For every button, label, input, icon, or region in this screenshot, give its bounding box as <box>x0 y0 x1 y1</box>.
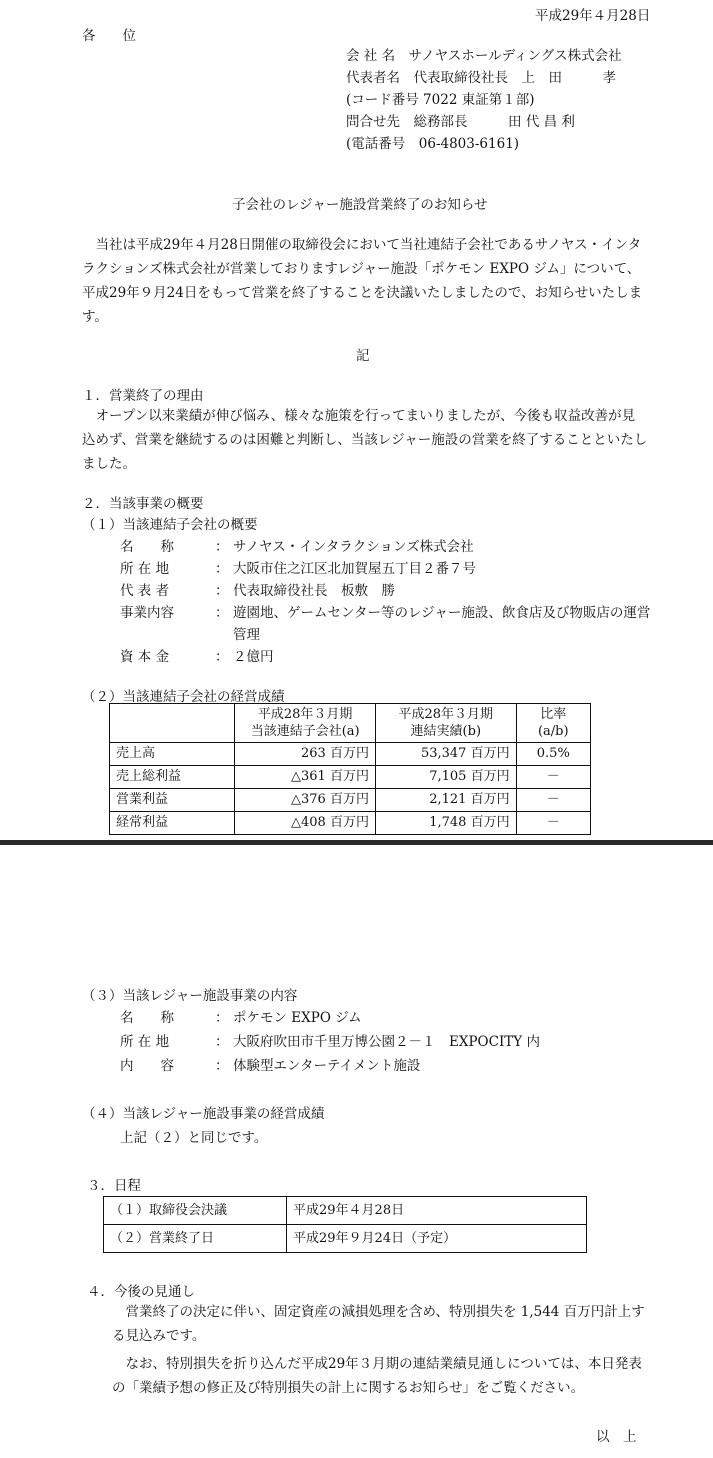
table-cell: － <box>516 812 590 835</box>
contact-line <box>346 110 575 130</box>
representative-label: 代表者名 <box>346 70 400 86</box>
subsection-2-1-heading: （１）当該連結子会社の概要 <box>82 517 258 533</box>
intro-paragraph: 当社は平成29年４月28日開催の取締役会において当社連結子会社であるサノヤス・インタラクションズ株式会社が営業しておりますレジャー施設「ポケモン EXPO ジム」について、平成29年９月24日をもって営業を終了することを決議いたしましたので、お知らせいたします。 <box>82 237 643 325</box>
kv-separator: ： <box>215 1034 229 1050</box>
section-1-heading: １．営業終了の理由 <box>82 388 204 404</box>
subsidiary-business-row <box>120 601 650 621</box>
table-cell: 1,748 百万円 <box>375 812 516 835</box>
table-cell: 売上総利益 <box>110 766 235 789</box>
kv-label: 所 在 地 <box>120 561 170 577</box>
kv-value: サノヤス・インタラクションズ株式会社 <box>233 539 474 555</box>
table-cell: － <box>516 766 590 789</box>
representative-line <box>346 66 616 86</box>
section-1-body: オープン以来業績が伸び悩み、様々な施策を行ってまいりましたが、今後も収益改善が見込めず、営業を継続するのは困難と判断し、当該レジャー施設の営業を終了することといたしました。 <box>82 408 648 472</box>
schedule-table <box>103 1196 587 1253</box>
contact-name: 総務部長 田 代 昌 利 <box>413 114 575 130</box>
table-row <box>104 1225 587 1253</box>
table-cell: （１）取締役会決議 <box>104 1197 287 1225</box>
kv-separator: ： <box>215 649 229 665</box>
table-header-cell <box>110 704 235 743</box>
kv-label: 代 表 者 <box>120 583 170 599</box>
subsection-2-4-body: 上記（２）と同じです。 <box>120 1130 268 1146</box>
table-row <box>110 766 591 789</box>
subsection-2-3-heading: （３）当該レジャー施設事業の内容 <box>82 988 298 1004</box>
stock-code: (コード番号 7022 東証第１部) <box>346 92 535 108</box>
subsection-2-2-heading: （２）当該連結子会社の経営成績 <box>82 689 285 705</box>
phone-number: (電話番号 06-4803-6161) <box>346 136 520 152</box>
table-header-cell: 平成28年３月期 当該連結子会社(a) <box>235 704 376 743</box>
contact-label: 問合せ先 <box>346 114 400 130</box>
subsection-2-4-heading: （４）当該レジャー施設事業の経営成績 <box>82 1106 325 1122</box>
table-row <box>110 743 591 766</box>
subsidiary-representative-row <box>120 579 395 599</box>
table-cell: 平成29年９月24日（予定） <box>287 1225 587 1253</box>
table-cell: 売上高 <box>110 743 235 766</box>
facility-name-row <box>120 1006 362 1026</box>
kv-value: ２億円 <box>233 649 274 665</box>
table-row <box>110 789 591 812</box>
financial-results-table <box>109 703 591 835</box>
kv-label: 事業内容 <box>120 605 174 621</box>
ki-marker: 記 <box>356 348 370 364</box>
table-cell: （２）営業終了日 <box>104 1225 287 1253</box>
kv-separator: ： <box>215 605 229 621</box>
table-cell: △408 百万円 <box>235 812 376 835</box>
facility-address-row <box>120 1030 540 1050</box>
section-3-heading: ３．日程 <box>87 1178 141 1194</box>
company-name: サノヤスホールディングス株式会社 <box>408 48 622 64</box>
kv-value: 遊園地、ゲームセンター等のレジャー施設、飲食店及び物販店の運営 <box>233 605 651 621</box>
table-cell: 7,105 百万円 <box>375 766 516 789</box>
table-cell: △361 百万円 <box>235 766 376 789</box>
table-cell: 経常利益 <box>110 812 235 835</box>
table-row <box>110 812 591 835</box>
table-cell: 263 百万円 <box>235 743 376 766</box>
kv-label: 内 容 <box>120 1058 174 1074</box>
table-cell: 2,121 百万円 <box>375 789 516 812</box>
table-cell: － <box>516 789 590 812</box>
table-header-row <box>110 704 591 743</box>
kv-value: 大阪府吹田市千里万博公園２－１ EXPOCITY 内 <box>233 1034 540 1050</box>
subsidiary-address-row <box>120 557 476 577</box>
section-4-heading: ４．今後の見通し <box>87 1284 195 1300</box>
table-cell: 53,347 百万円 <box>375 743 516 766</box>
table-cell: △376 百万円 <box>235 789 376 812</box>
table-cell: 営業利益 <box>110 789 235 812</box>
kv-separator: ： <box>215 561 229 577</box>
table-cell: 平成29年４月28日 <box>287 1197 587 1225</box>
kv-separator: ： <box>215 1058 229 1074</box>
section-4-paragraph-1: 営業終了の決定に伴い、固定資産の減損処理を含め、特別損失を 1,544 百万円計上する見込みです。 <box>112 1304 645 1344</box>
document-title: 子会社のレジャー施設営業終了のお知らせ <box>232 197 488 213</box>
representative-name: 代表取締役社長 上 田 孝 <box>413 70 616 86</box>
closing-mark: 以 上 <box>596 1429 637 1445</box>
company-line <box>346 44 622 64</box>
table-header-cell: 比率 (a/b) <box>516 704 590 743</box>
document-date: 平成29年４月28日 <box>535 8 651 24</box>
kv-label: 名 称 <box>120 539 174 555</box>
subsidiary-capital-row <box>120 645 274 665</box>
subsidiary-business-continuation: 管理 <box>233 627 260 643</box>
table-cell: 0.5% <box>516 743 590 766</box>
page-divider <box>0 840 713 845</box>
kv-value: 体験型エンターテイメント施設 <box>233 1058 421 1074</box>
kv-value: ポケモン EXPO ジム <box>233 1010 362 1026</box>
kv-value: 代表取締役社長 板敷 勝 <box>233 583 395 599</box>
company-label: 会 社 名 <box>346 48 396 64</box>
kv-label: 資 本 金 <box>120 649 170 665</box>
kv-separator: ： <box>215 539 229 555</box>
kv-value: 大阪市住之江区北加賀屋五丁目２番７号 <box>233 561 476 577</box>
facility-content-row <box>120 1054 420 1074</box>
section-4-paragraph-2: なお、特別損失を折り込んだ平成29年３月期の連結業績見通しについては、本日発表の「業績予想の修正及び特別損失の計上に関するお知らせ」をご覧ください。 <box>112 1356 642 1396</box>
kv-label: 名 称 <box>120 1010 174 1026</box>
subsidiary-name-row <box>120 535 474 555</box>
section-2-heading: ２．当該事業の概要 <box>82 496 204 512</box>
kv-separator: ： <box>215 583 229 599</box>
table-header-cell: 平成28年３月期 連結実績(b) <box>375 704 516 743</box>
kv-label: 所 在 地 <box>120 1034 170 1050</box>
addressee: 各 位 <box>82 28 136 44</box>
table-row <box>104 1197 587 1225</box>
kv-separator: ： <box>215 1010 229 1026</box>
